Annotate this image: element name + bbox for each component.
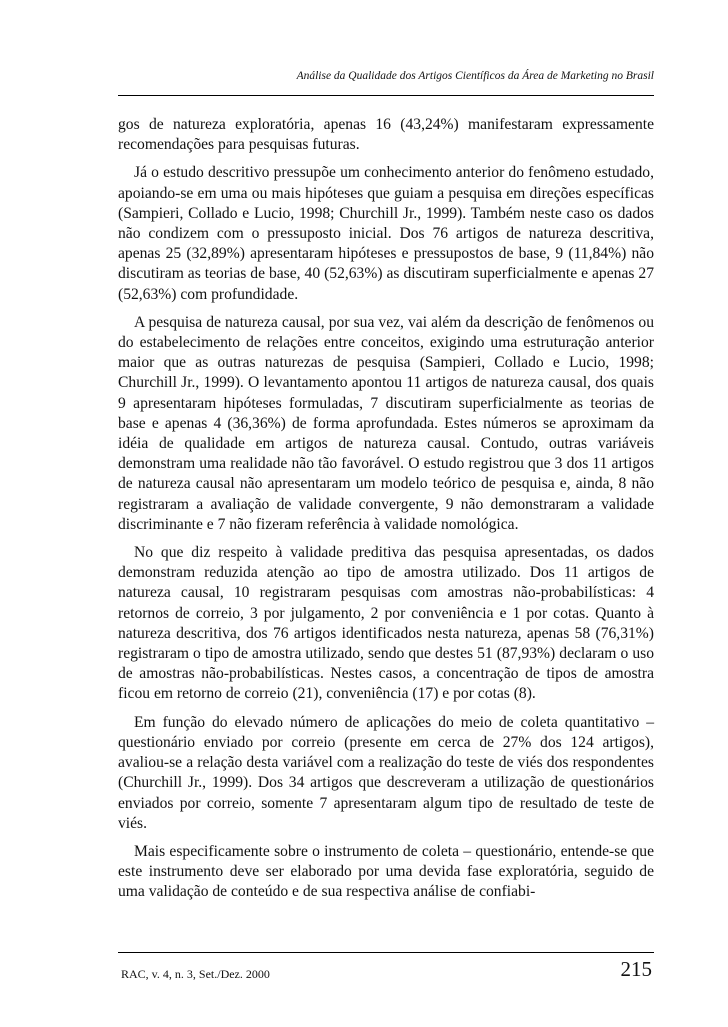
page-number: 215 bbox=[620, 957, 652, 981]
paragraph: Em função do elevado número de aplicações do meio de coleta quantitativo – questionário enviado por correio (presente em cerca de 27% dos 124 artigos), avaliou-se a relação desta variável com a realização do teste de viés dos respondentes (Churchill Jr., 1999). Dos 34 artigos que descreveram a utilização de questionários enviados por correio, somente 7 apresentaram algum tipo de resultado de teste de viés. bbox=[118, 713, 654, 832]
paragraph: Mais especificamente sobre o instrumento de coleta – questionário, entende-se que este instrumento deve ser elaborado por uma devida fase exploratória, seguido de uma validação de conteúdo e de sua respectiva análise de confiabi- bbox=[118, 842, 654, 901]
header-rule bbox=[118, 95, 654, 96]
running-header: Análise da Qualidade dos Artigos Científicos da Área de Marketing no Brasil bbox=[296, 70, 654, 82]
paragraph: A pesquisa de natureza causal, por sua vez, vai além da descrição de fenômenos ou do estabelecimento de relações entre conceitos, exigindo uma estruturação anterior maior que as outras naturezas de pesquisa (Sampieri, Collado e Lucio, 1998; Churchill Jr., 1999). O levantamento apontou 11 artigos de natureza causal, dos quais 9 apresentaram hipóteses formuladas, 7 discutiram superficialmente as teorias de base e apenas 4 (36,36%) de forma aprofundada. Estes números se aproximam da idéia de qualidade em artigos de natureza causal. Contudo, outras variáveis demonstram uma realidade não tão favorável. O estudo registrou que 3 dos 11 artigos de natureza causal não apresentaram um modelo teórico de pesquisa e, ainda, 8 não registraram a avaliação de validade convergente, 9 não demonstraram a validade discriminante e 7 não fizeram referência à validade nomológica. bbox=[118, 313, 654, 533]
journal-citation: RAC, v. 4, n. 3, Set./Dez. 2000 bbox=[121, 967, 270, 981]
paragraph: Já o estudo descritivo pressupõe um conhecimento anterior do fenômeno estudado, apoiando-se em uma ou mais hipóteses que guiam a pesquisa em direções específicas (Sampieri, Collado e Lucio, 1998; Churchill Jr., 1999). Também neste caso os dados não condizem com o pressuposto inicial. Dos 76 artigos de natureza descritiva, apenas 25 (32,89%) apresentaram hipóteses e pressupostos de base, 9 (11,84%) não discutiram as teorias de base, 40 (52,63%) as discutiram superficialmente e apenas 27 (52,63%) com profundidade. bbox=[118, 164, 654, 303]
paragraph: gos de natureza exploratória, apenas 16 (43,24%) manifestaram expressamente recomendações para pesquisas futuras. bbox=[118, 116, 654, 154]
footer-rule bbox=[118, 952, 654, 953]
paragraph: No que diz respeito à validade preditiva das pesquisa apresentadas, os dados demonstram reduzida atenção ao tipo de amostra utilizado. Dos 11 artigos de natureza causal, 10 registraram pesquisas com amostras não-probabilísticas: 4 retornos de correio, 3 por julgamento, 2 por conveniência e 1 por cotas. Quanto à natureza descritiva, dos 76 artigos identificados nesta natureza, apenas 58 (76,31%) registraram o tipo de amostra utilizado, sendo que destes 51 (87,93%) declaram o uso de amostras não-probabilísticas. Nestes casos, a concentração de tipos de amostra ficou em retorno de correio (21), conveniência (17) e por cotas (8). bbox=[118, 544, 654, 703]
article-body bbox=[118, 115, 654, 911]
